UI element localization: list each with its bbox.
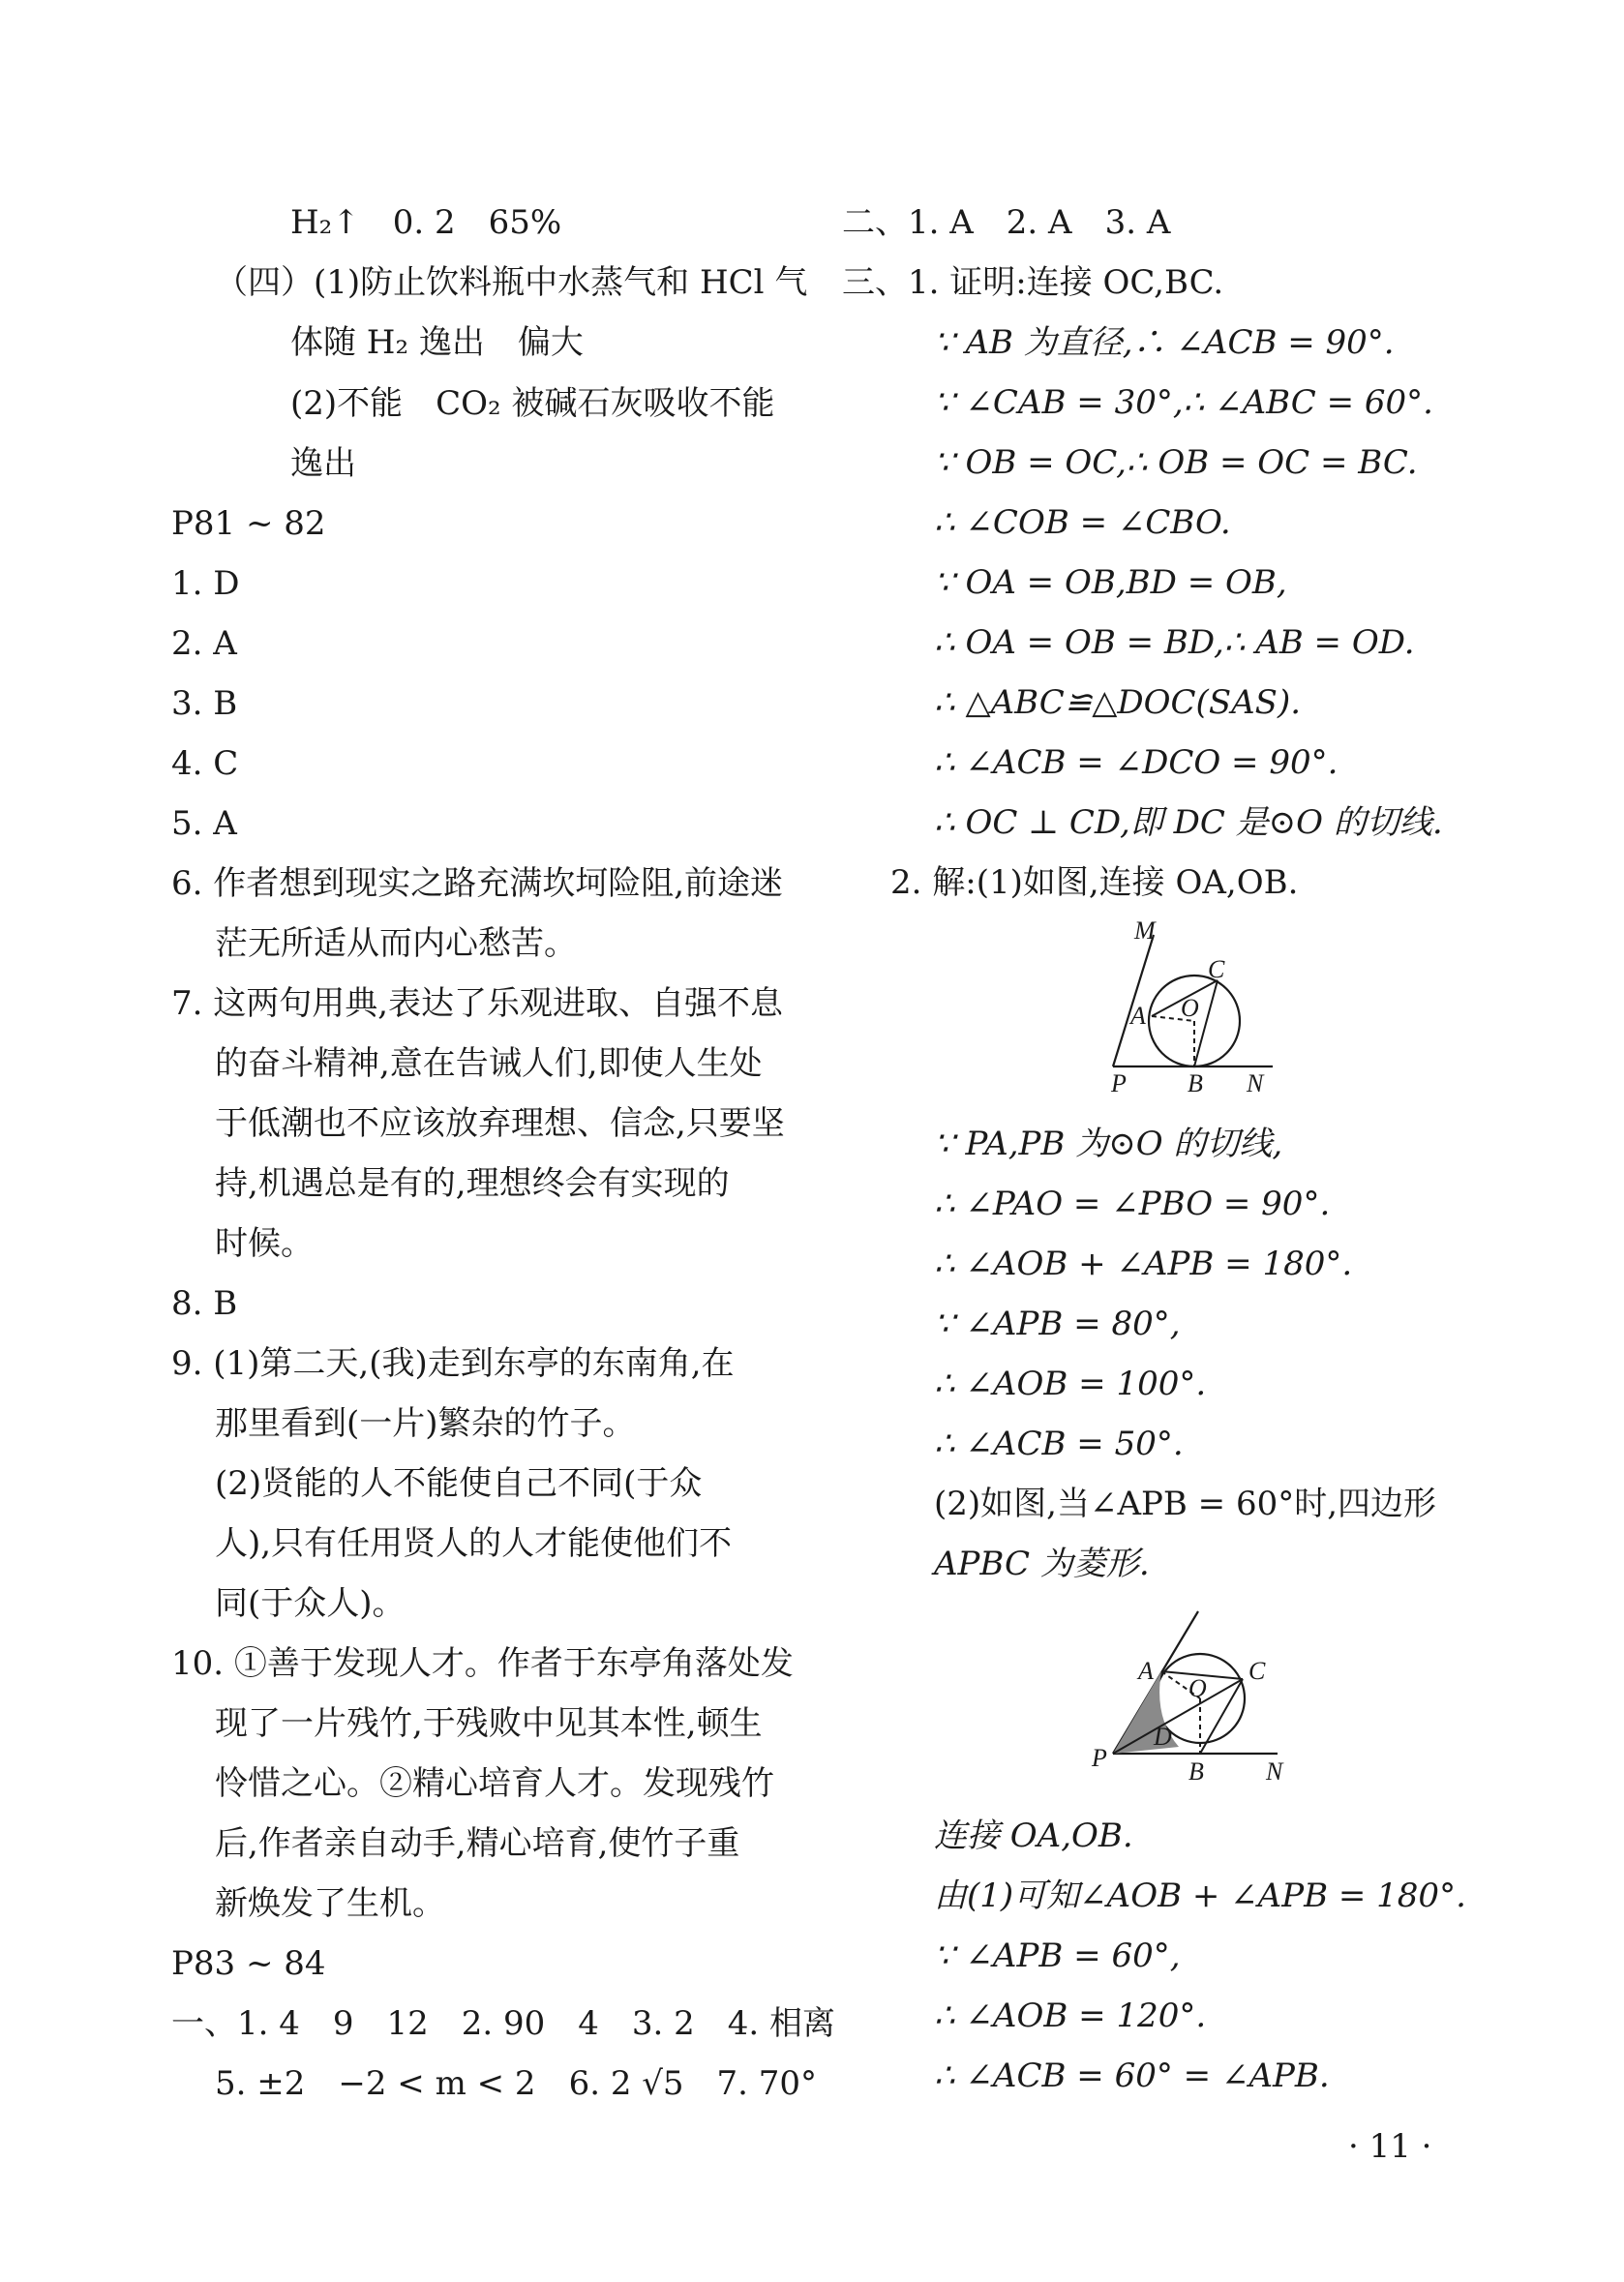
answer-item: 2. 解:(1)如图,连接 OA,OB. (890, 863, 1299, 902)
text-line: 茫无所适从而内心愁苦。 (215, 924, 577, 963)
text-line: 后,作者亲自动手,精心培育,使竹子重 (215, 1824, 740, 1863)
text-line: (2)不能 CO₂ 被碱石灰吸收不能 (290, 384, 775, 423)
section-heading: P83 ~ 84 (171, 1944, 326, 1983)
text-line: （四）(1)防止饮料瓶中水蒸气和 HCl 气 (215, 263, 808, 302)
label-p: P (1092, 1744, 1107, 1772)
proof-line: 由(1)可知∠AOB + ∠APB = 180°. (934, 1877, 1466, 1915)
line-pm (1113, 935, 1154, 1066)
answer-item: 8. B (171, 1284, 238, 1323)
text-line: 那里看到(一片)繁杂的竹子。 (215, 1404, 636, 1443)
answer-item: 二、1. A 2. A 3. A (842, 203, 1171, 242)
answer-item: 4. C (171, 744, 239, 783)
answer-item: 9. (1)第二天,(我)走到东亭的东南角,在 (171, 1344, 735, 1383)
geometry-figure-1 (1084, 919, 1297, 1102)
section-heading: P81 ~ 82 (171, 504, 326, 543)
proof-line: ∵ OB = OC,∴ OB = OC = BC. (934, 443, 1418, 482)
proof-line: ∵ OA = OB,BD = OB, (934, 563, 1287, 602)
proof-line: ∵ ∠APB = 80°, (934, 1305, 1181, 1343)
proof-line: ∴ ∠ACB = ∠DCO = 90°. (934, 743, 1338, 782)
text-line: 体随 H₂ 逸出 偏大 (290, 323, 584, 362)
label-c: C (1208, 955, 1225, 983)
proof-line: ∵ ∠APB = 60°, (934, 1937, 1181, 1975)
label-d: D (1154, 1723, 1172, 1751)
answer-item: 三、1. 证明:连接 OC,BC. (842, 263, 1224, 302)
figure-2-svg (1084, 1602, 1316, 1786)
proof-line: ∴ ∠COB = ∠CBO. (934, 503, 1231, 542)
proof-line: ∵ AB 为直径,∴ ∠ACB = 90°. (934, 323, 1395, 362)
figure-1-svg (1084, 919, 1297, 1094)
text-line: H₂↑ 0. 2 65% (290, 203, 562, 242)
proof-line: 连接 OA,OB. (934, 1817, 1133, 1855)
text-line: 逸出 (290, 444, 356, 483)
proof-line: ∴ OA = OB = BD,∴ AB = OD. (934, 623, 1415, 662)
label-n: N (1247, 1069, 1264, 1094)
proof-line: ∴ ∠ACB = 50°. (934, 1425, 1184, 1463)
label-o: O (1188, 1674, 1207, 1702)
text-line: 新焕发了生机。 (215, 1884, 445, 1923)
answer-item: 10. ①善于发现人才。作者于东亭角落处发 (171, 1644, 794, 1683)
text-line: 时候。 (215, 1224, 314, 1263)
text-line: 的奋斗精神,意在告诫人们,即使人生处 (215, 1044, 763, 1083)
proof-line: ∴ ∠AOB + ∠APB = 180°. (934, 1245, 1353, 1283)
label-b: B (1188, 1069, 1203, 1094)
proof-line: ∴ ∠AOB = 120°. (934, 1997, 1207, 2035)
answer-item: 2. A (171, 624, 237, 663)
text-line: 5. ±2 −2 < m < 2 6. 2 √5 7. 70° (215, 2064, 818, 2103)
text-line: 现了一片残竹,于残败中见其本性,顿生 (215, 1704, 763, 1743)
answer-item: 一、1. 4 9 12 2. 90 4 3. 2 4. 相离 (171, 2004, 836, 2043)
label-p: P (1111, 1069, 1127, 1094)
answer-item: 6. 作者想到现实之路充满坎坷险阻,前途迷 (171, 864, 784, 903)
proof-line: ∴ ∠ACB = 60° = ∠APB. (934, 2057, 1330, 2095)
answer-item: 5. A (171, 804, 237, 843)
label-m: M (1134, 919, 1156, 945)
proof-line: ∴ ∠PAO = ∠PBO = 90°. (934, 1185, 1331, 1223)
text-line: 人),只有任用贤人的人才能使他们不 (215, 1524, 733, 1563)
segment-pc (1113, 1679, 1243, 1754)
text-line: 同(于众人)。 (215, 1584, 406, 1623)
proof-line: ∵ PA,PB 为⊙O 的切线, (934, 1125, 1283, 1163)
answer-item: 3. B (171, 684, 238, 723)
geometry-figure-2 (1084, 1602, 1316, 1794)
label-a: A (1138, 1657, 1154, 1685)
proof-line: ∵ ∠CAB = 30°,∴ ∠ABC = 60°. (934, 383, 1433, 422)
text-line: 怜惜之心。②精心培育人才。发现残竹 (215, 1764, 774, 1803)
proof-line: ∴ ∠AOB = 100°. (934, 1365, 1207, 1403)
label-c: C (1248, 1657, 1266, 1685)
label-o: O (1181, 994, 1199, 1022)
page-number: · 11 · (1348, 2127, 1432, 2166)
proof-line: ∴ △ABC≌△DOC(SAS). (934, 683, 1302, 722)
proof-line: (2)如图,当∠APB = 60°时,四边形 (934, 1485, 1437, 1523)
label-b: B (1188, 1757, 1204, 1786)
label-n: N (1266, 1757, 1283, 1786)
text-line: 于低潮也不应该放弃理想、信念,只要坚 (215, 1104, 785, 1143)
text-line: (2)贤能的人不能使自己不同(于众 (215, 1464, 703, 1503)
label-a: A (1130, 1002, 1146, 1030)
proof-line: ∴ OC ⊥ CD,即 DC 是⊙O 的切线. (934, 803, 1443, 842)
answer-item: 7. 这两句用典,表达了乐观进取、自强不息 (171, 984, 784, 1023)
text-line: 持,机遇总是有的,理想终会有实现的 (215, 1164, 730, 1203)
answer-item: 1. D (171, 564, 240, 603)
proof-line: APBC 为菱形. (934, 1545, 1150, 1583)
